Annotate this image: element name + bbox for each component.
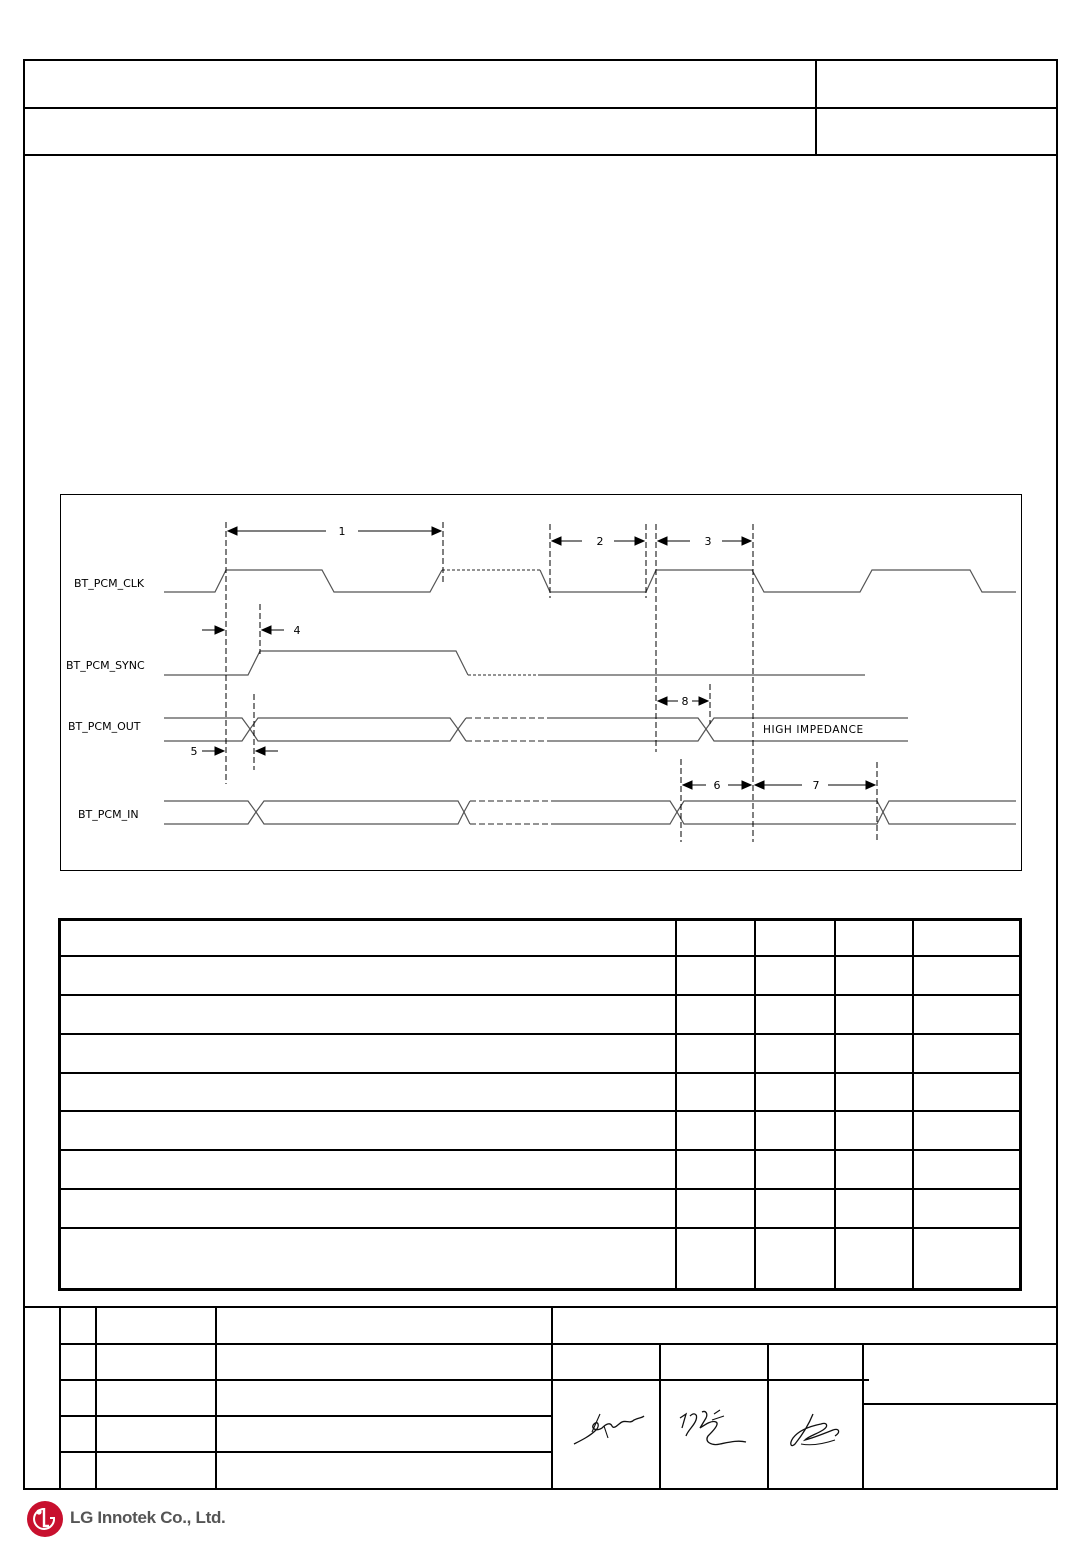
table-row-divider	[58, 994, 1022, 996]
table-row-divider	[58, 1149, 1022, 1151]
timing-label-4: 4	[293, 624, 301, 637]
table-col-divider-2	[754, 918, 756, 1291]
header-column-divider	[815, 59, 817, 156]
table-col-divider-3	[834, 918, 836, 1291]
table-row-divider	[58, 1033, 1022, 1035]
approval-right-divider	[862, 1403, 1058, 1405]
timing-label-1: 1	[338, 525, 346, 538]
company-name: LG Innotek Co., Ltd.	[70, 1508, 226, 1527]
table-col-divider-4	[912, 918, 914, 1291]
revision-row-divider	[59, 1343, 1058, 1345]
approval-col-1	[659, 1343, 661, 1489]
revision-col-4	[551, 1306, 553, 1489]
timing-label-5: 5	[190, 745, 198, 758]
signature-1	[570, 1410, 646, 1450]
timing-label-2: 2	[596, 535, 604, 548]
signal-label-sync: BT_PCM_SYNC	[66, 659, 145, 672]
revision-col-3	[215, 1306, 217, 1489]
revision-row-divider	[59, 1379, 869, 1381]
signal-label-out: BT_PCM_OUT	[68, 720, 141, 733]
lg-logo-icon	[26, 1500, 64, 1538]
timing-label-3: 3	[704, 535, 712, 548]
timing-table	[58, 918, 1022, 1291]
revision-row-divider	[59, 1451, 553, 1453]
table-col-divider-1	[675, 918, 677, 1291]
approval-col-2	[767, 1343, 769, 1489]
timing-label-6: 6	[713, 779, 721, 792]
table-row-divider	[58, 1072, 1022, 1074]
signature-3	[783, 1410, 847, 1450]
revision-col-1	[59, 1306, 61, 1489]
timing-label-7: 7	[812, 779, 820, 792]
table-row-divider	[58, 1188, 1022, 1190]
table-row-divider	[58, 1110, 1022, 1112]
header-row-divider-1	[23, 107, 1058, 109]
revision-row-divider	[59, 1415, 553, 1417]
signal-label-clk: BT_PCM_CLK	[74, 577, 145, 590]
timing-label-8: 8	[681, 695, 689, 708]
table-row-divider	[58, 1227, 1022, 1229]
timing-diagram	[60, 494, 1022, 872]
header-row-divider-2	[23, 154, 1058, 156]
signature-2	[672, 1406, 752, 1450]
revision-col-2	[95, 1306, 97, 1489]
approval-col-3	[862, 1343, 864, 1489]
revision-block-top	[23, 1306, 1058, 1308]
high-impedance-label: HIGH IMPEDANCE	[763, 724, 864, 736]
signal-label-in: BT_PCM_IN	[78, 808, 139, 821]
table-row-divider	[58, 955, 1022, 957]
